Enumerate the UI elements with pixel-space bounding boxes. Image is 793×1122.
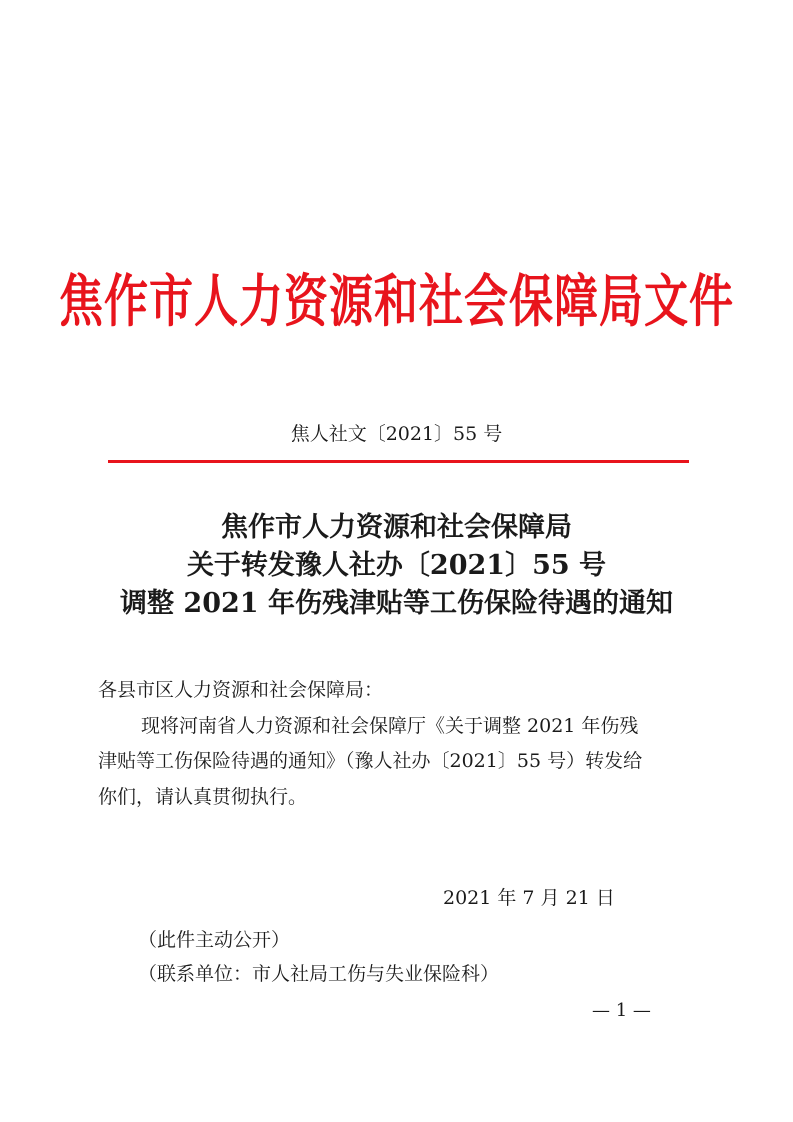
issue-date: 2021 年 7 月 21 日 bbox=[443, 887, 615, 909]
notice-title-line-1: 焦作市人力资源和社会保障局 bbox=[221, 512, 572, 543]
page-number: — 1 — bbox=[592, 1000, 651, 1021]
notice-title-line-2: 关于转发豫人社办〔2021〕55 号 bbox=[186, 550, 607, 581]
red-divider-line bbox=[108, 460, 689, 463]
notice-title bbox=[0, 509, 793, 623]
disclosure-note: （此件主动公开） bbox=[138, 929, 291, 951]
masthead-title: 焦作市人力资源和社会保障局文件 bbox=[59, 269, 734, 335]
body-line-1: 现将河南省人力资源和社会保障厅《关于调整 2021 年伤残 bbox=[141, 715, 639, 737]
body-line-2: 津贴等工伤保险待遇的通知》（豫人社办〔2021〕55 号）转发给 bbox=[98, 750, 643, 772]
body-line-3: 你们，请认真贯彻执行。 bbox=[98, 786, 308, 808]
document-number: 焦人社文〔2021〕55 号 bbox=[290, 423, 503, 445]
contact-note: （联系单位：市人社局工伤与失业保险科） bbox=[138, 963, 500, 985]
notice-title-line-3: 调整 2021 年伤残津贴等工伤保险待遇的通知 bbox=[120, 588, 673, 619]
salutation: 各县市区人力资源和社会保障局： bbox=[98, 679, 384, 701]
